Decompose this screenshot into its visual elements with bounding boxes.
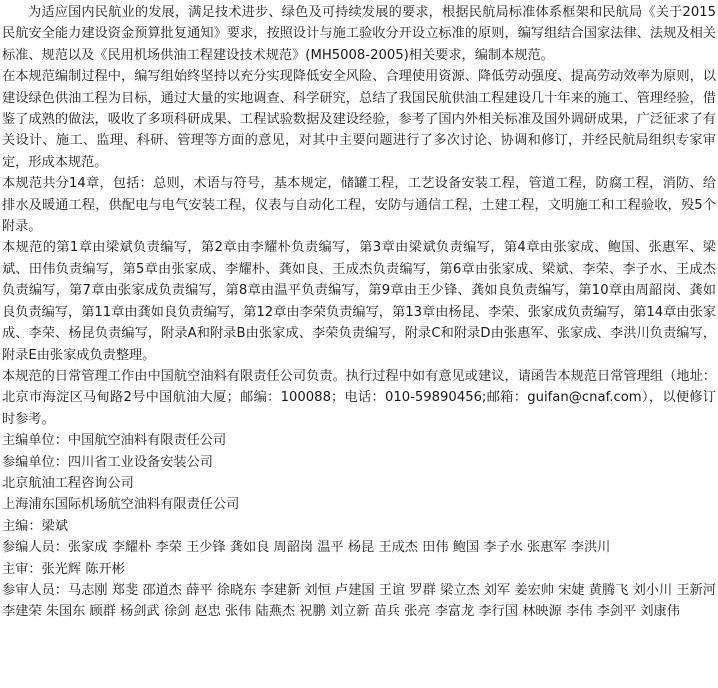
participating-unit-3: 上海浦东国际机场航空油料有限责任公司 <box>2 497 240 513</box>
chief-editor-unit: 主编单位：中国航空油料有限责任公司 <box>2 433 227 449</box>
participating-unit-2: 北京航油工程咨询公司 <box>2 475 134 491</box>
chief-reviewers: 主审：张光辉 陈开彬 <box>2 561 125 577</box>
participating-unit: 参编单位：四川省工业设备安装公司 <box>2 454 213 470</box>
chapters-overview-paragraph: 本规范共分14章，包括：总则，术语与符号，基本规定，储罐工程，工艺设备安装工程，管道工程，防腐工程，消防、给排水及暖通工程，供配电与电气安装工程，仪表与自动化工程，安防与通信工程，土建工程，文明施工和工程验收，殁5个附录。 <box>2 176 716 235</box>
intro-paragraph: 为适应国内民航业的发展，满足技术进步、绿色及可持续发展的要求，根据民航局标准体系框架和民航局《关于2015民航安全能力建设资金预算批复通知》要求，按照设计与施工验收分开设立标准的原则，编写组结合国家法律、法规及相关标准、规范以及《民用机场供油工程建设技术规范》(MH5008-2005)相关要求，编制本规范。 <box>2 5 716 63</box>
reviewers: 参审人员：马志刚 郑斐 邵道杰 薛平 徐晓东 李建新 刘恒 卢建国 王谊 罗群 梁立杰 刘军 姜宏帅 宋婕 黄腾飞 刘小川 王新河 李建荣 朱国东 顾群 杨剑武 徐剑 赵忠 张伟 陆燕杰 祝鹏 刘立新 苗兵 张亮 李富龙 李行国 林映源 李伟 李剑平 刘康伟 <box>2 582 716 620</box>
compilation-process-paragraph: 在本规范编制过程中，编写组始终坚持以充分实现降低安全风险、合理使用资源、降低劳动强度、提高劳动效率为原则，以建设绿色供油工程为目标，通过大量的实地调查、科学研究，总结了我国民航供油工程建设几十年来的施工、管理经验，借鉴了成熟的做法，吸收了多项科研成果、工程试验数据及建设经验，参考了国内外相关标准及国外调研成果，广泛征求了有关设计、施工、监理、科研、管理等方面的意见，对其中主要问题进行了多次讨论、协调和修订，并经民航局组织专家审定，形成本规范。 <box>2 69 716 170</box>
management-contact-paragraph: 本规范的日常管理工作由中国航空油料有限责任公司负责。执行过程中如有意见或建议，请函告本规范日常管理组（地址：北京市海淀区马甸路2号中国航油大厦；邮编：100088；电话：010-59890456;邮箱：guifan@cnaf.com），以便修订时参考。 <box>2 368 716 427</box>
authorship-paragraph: 本规范的第1章由梁斌负责编写，第2章由李耀朴负责编写，第3章由梁斌负责编写，第4章由张家成、鲍国、张惠军、梁斌、田伟负责编写，第5章由张家成、李耀朴、龚如良、王成杰负责编写，第6章由张家成、梁斌、李荣、李子水、王成杰负责编写，第7章由张家成负责编写，第8章由温平负责编写，第9章由王少锋、龚如良负责编写，第10章由周韶岗、龚如良负责编写，第11章由龚如良负责编写，第12章由李荣负责编写，第13章由杨昆、李荣、张家成负责编写，第14章由张家成、李荣、杨昆负责编写，附录A和附录B由张家成、李荣负责编写，附录C和附录D由张惠军、张家成、李洪川负责编写，附录E由张家成负责整理。 <box>2 240 716 363</box>
participating-editors: 参编人员：张家成 李耀朴 李荣 王少锋 龚如良 周韶岗 温平 杨昆 王成杰 田伟 鲍国 李子水 张惠军 李洪川 <box>2 540 611 556</box>
chief-editor: 主编：梁斌 <box>2 518 68 534</box>
